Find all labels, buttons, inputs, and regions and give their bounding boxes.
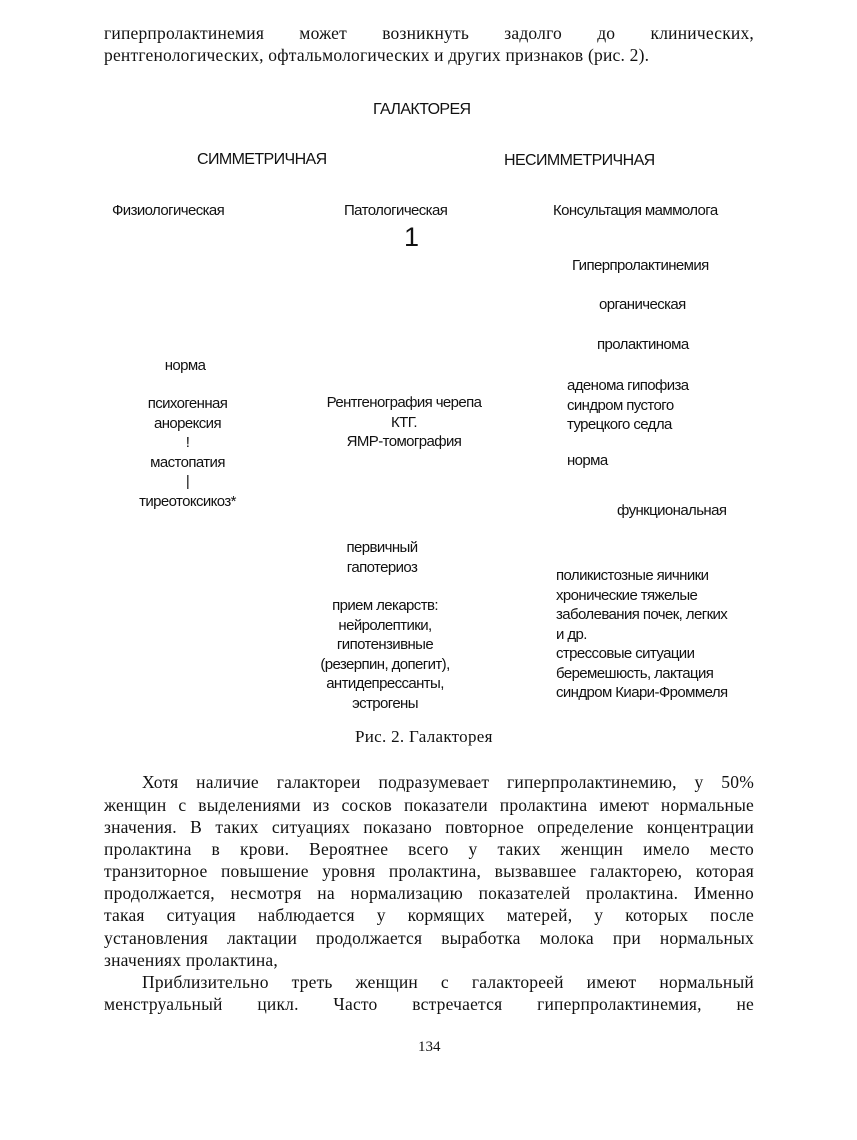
col3-functional-item: поликистозные яичники bbox=[556, 567, 709, 584]
col2-drug-item: (резерпин, допегит), bbox=[320, 655, 450, 673]
col1-item: | bbox=[185, 473, 190, 490]
paragraph-line: менструальный цикл. Часто встречается гиперпролактинемия, не bbox=[104, 994, 754, 1014]
paragraph-line: Приблизительно треть женщин с галактореей имеют нормальный bbox=[142, 972, 754, 992]
col3-adenoma-item: аденома гипофиза bbox=[567, 377, 689, 394]
number-mark: 1 bbox=[404, 222, 420, 252]
col1-list bbox=[115, 394, 260, 511]
col3-functional-item: и др. bbox=[556, 625, 587, 643]
col1-item: ! bbox=[185, 434, 190, 451]
col3-prolactinoma: пролактинома bbox=[597, 336, 689, 353]
col3-functional-list bbox=[556, 566, 728, 703]
col1-item: мастопатия bbox=[150, 453, 225, 471]
col1-item: психогенная bbox=[147, 395, 228, 412]
branch-symmetric: СИММЕТРИЧНАЯ bbox=[197, 151, 327, 168]
paragraph-line: значениях пролактина, bbox=[104, 950, 278, 970]
col3-adenoma bbox=[567, 376, 689, 435]
paragraph-line: продолжается, несмотря на нормализацию показателей пролактина. Именно bbox=[104, 883, 754, 903]
col3-functional-item: синдром Киари-Фроммеля bbox=[556, 684, 728, 701]
paragraph-line: женщин с выделениями из сосков показатели пролактина имеют нормальные bbox=[104, 795, 754, 815]
col2-exam-item: ЯМР-томография bbox=[346, 433, 462, 450]
col2-drug-item: прием лекарств: bbox=[332, 597, 438, 614]
col2-drug-item: нейролептики, bbox=[338, 616, 432, 634]
diagram-title: ГАЛАКТОРЕЯ bbox=[373, 101, 471, 118]
col3-functional-item: заболевания почек, легких bbox=[556, 606, 728, 623]
col2-drug-item: эстрогены bbox=[352, 694, 418, 712]
col2-primary-item: первичный bbox=[346, 539, 418, 556]
col2-primary bbox=[322, 538, 442, 577]
col3-functional-item: стрессовые ситуации bbox=[556, 645, 695, 662]
branch-asymmetric: НЕСИММЕТРИЧНАЯ bbox=[504, 152, 655, 169]
col3-functional: функциональная bbox=[617, 502, 727, 519]
col3-header: Консультация маммолога bbox=[553, 202, 718, 219]
paragraph-line: установления лактации продолжается выработка молока при нормальных bbox=[104, 928, 754, 948]
col2-drugs bbox=[295, 596, 475, 713]
col3-hyperprolactinemia: Гиперпролактинемия bbox=[572, 257, 709, 274]
col3-adenoma-item: турецкого седла bbox=[567, 416, 672, 433]
page-number: 134 bbox=[418, 1039, 441, 1055]
col2-exam-item: Рентгенография черепа bbox=[326, 394, 482, 411]
figure-caption: Рис. 2. Галакторея bbox=[355, 727, 493, 746]
col3-functional-item: хронические тяжелые bbox=[556, 586, 698, 604]
top-text-line-1: гиперпролактинемия может возникнуть задолго до клинических, bbox=[104, 23, 754, 43]
col1-header: Физиологическая bbox=[112, 202, 225, 219]
col3-adenoma-item: синдром пустого bbox=[567, 396, 674, 414]
paragraph-line: транзиторное повышение уровня пролактина, вызвавшее галакторею, которая bbox=[104, 861, 754, 881]
col2-primary-item: гапотериоз bbox=[346, 558, 418, 576]
col1-item: тиреотоксикоз* bbox=[139, 492, 236, 510]
col3-organic: органическая bbox=[599, 296, 686, 313]
col3-functional-item: беремешюсть, лактация bbox=[556, 664, 714, 682]
col1-norm: норма bbox=[164, 357, 206, 374]
col1-item: анорексия bbox=[154, 414, 221, 432]
top-text-line-2: рентгенологических, офтальмологических и других признаков (рис. 2). bbox=[104, 45, 650, 65]
col2-header: Патологическая bbox=[344, 202, 448, 219]
col2-drug-item: антидепрессанты, bbox=[326, 675, 444, 692]
col2-drug-item: гипотензивные bbox=[336, 636, 434, 653]
paragraph-line: Хотя наличие галактореи подразумевает гиперпролактинемию, у 50% bbox=[142, 772, 754, 792]
paragraph-line: значения. В таких ситуациях показано повторное определение концентрации bbox=[104, 817, 754, 837]
paragraph-line: такая ситуация наблюдается у кормящих матерей, у которых после bbox=[104, 905, 754, 925]
col2-exam-item: КТГ. bbox=[391, 413, 417, 431]
col3-norm: норма bbox=[567, 452, 608, 469]
paragraph-line: пролактина в крови. Вероятнее всего у таких женщин имело место bbox=[104, 839, 754, 859]
col2-exam bbox=[304, 393, 504, 452]
